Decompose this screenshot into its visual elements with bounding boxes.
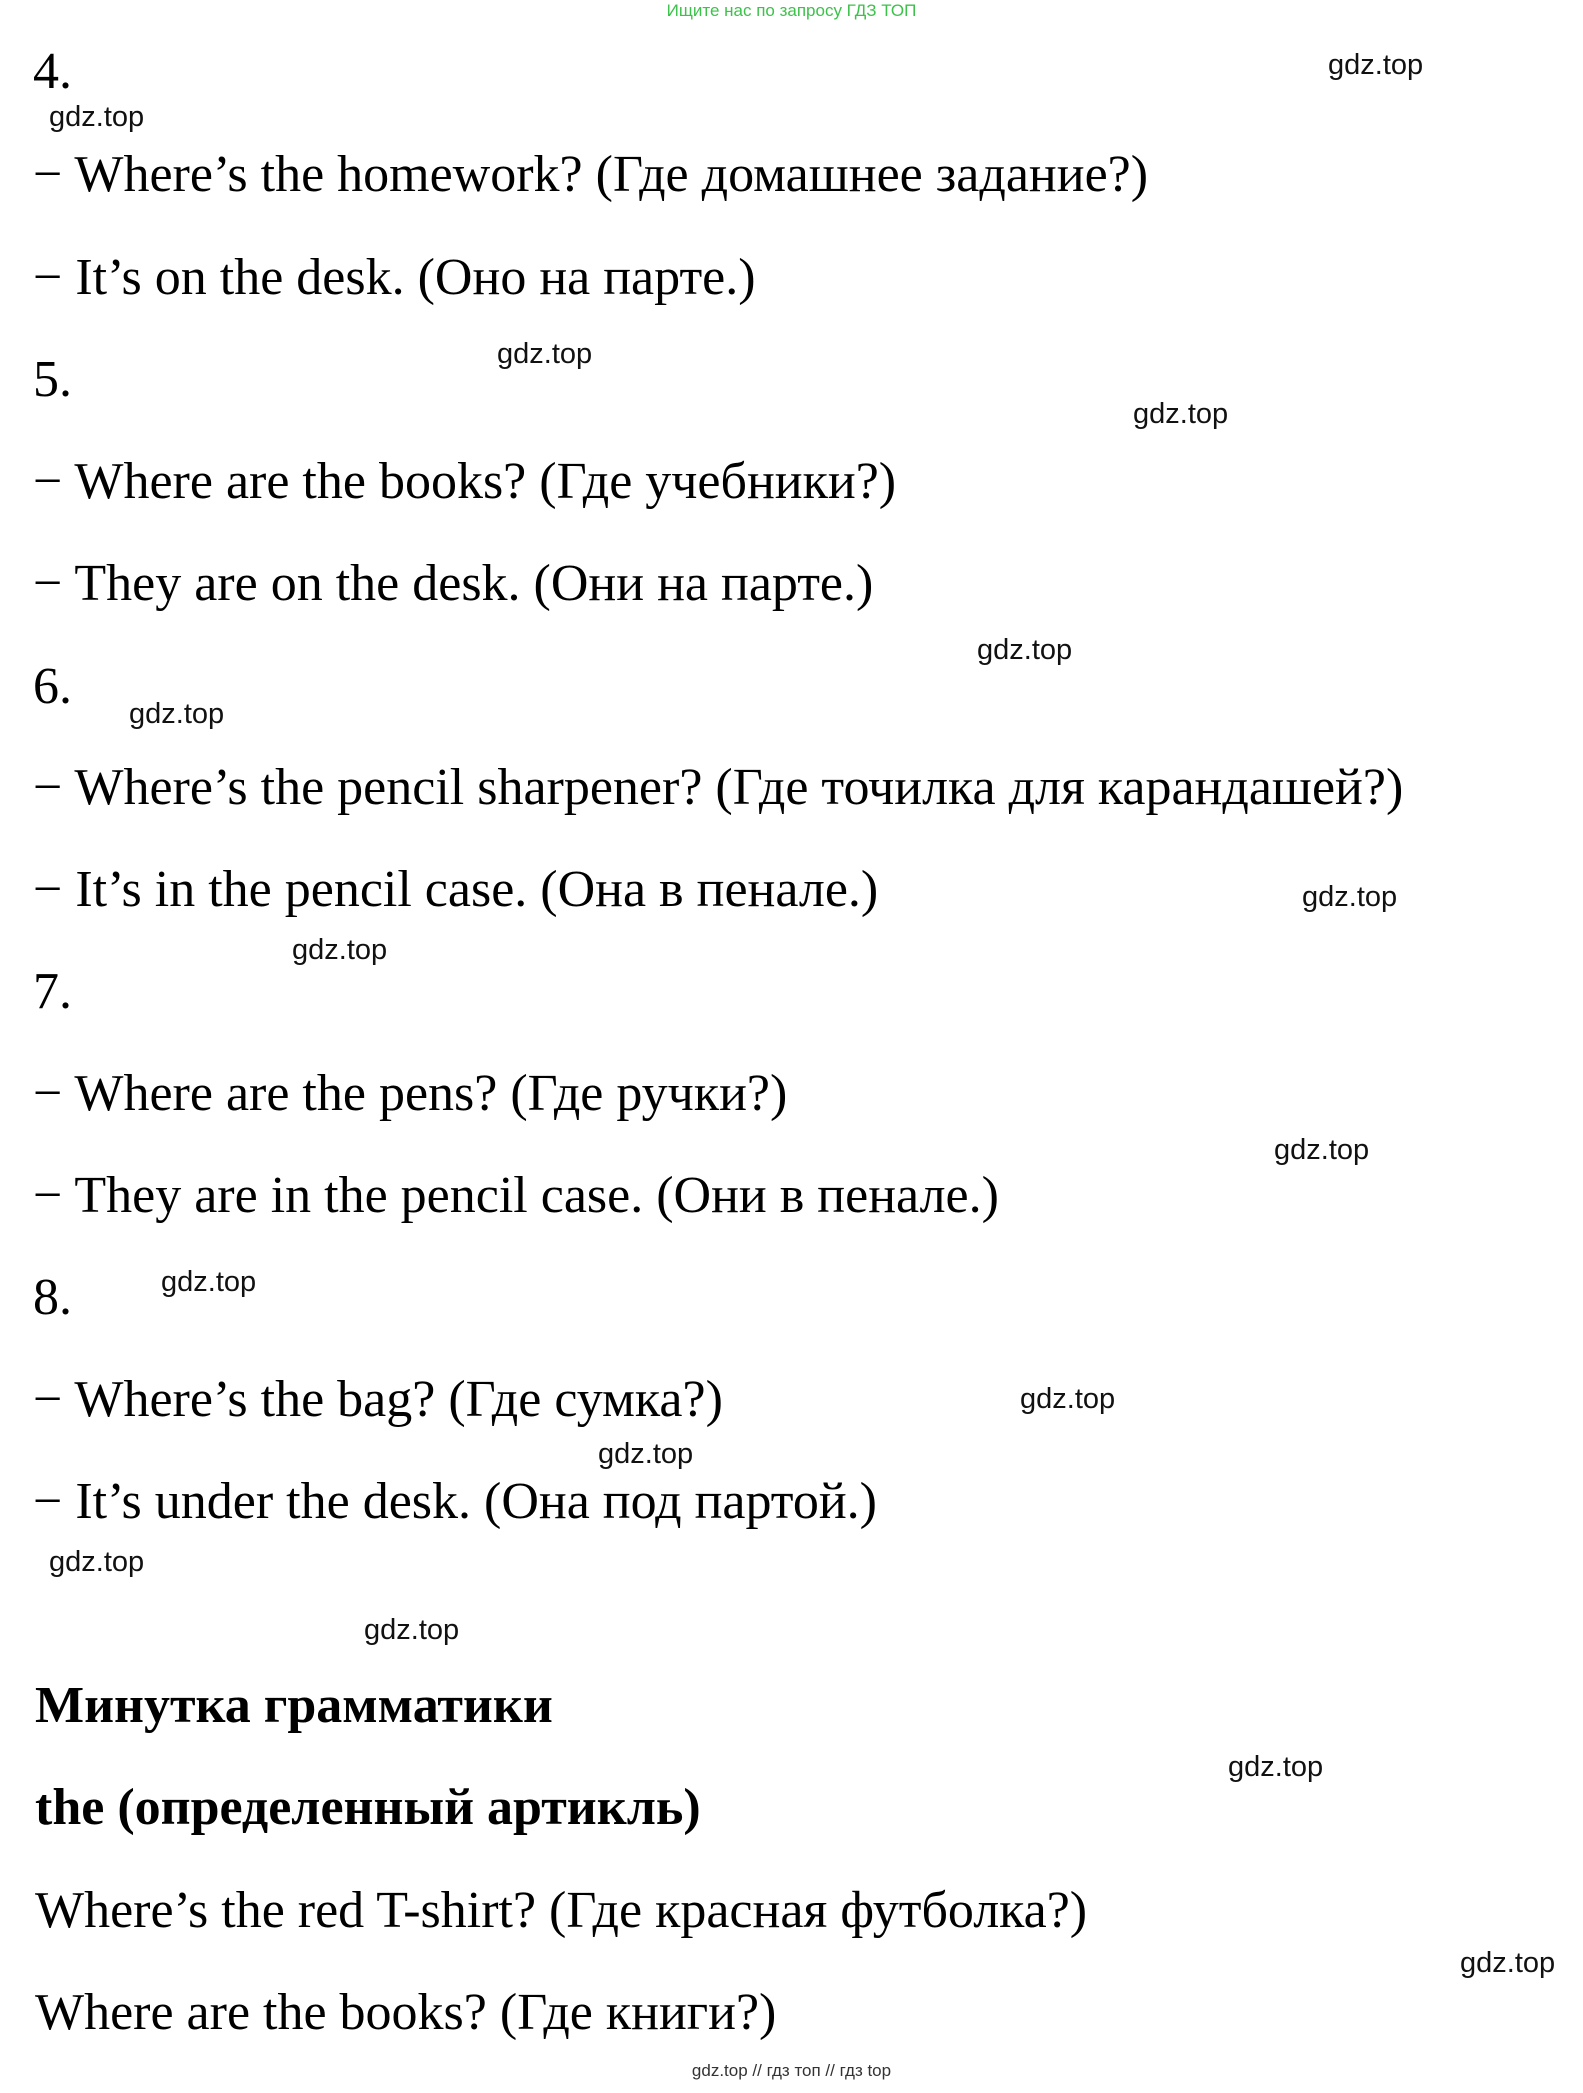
watermark: gdz.top — [1133, 398, 1229, 430]
exercise-number: 8. — [33, 1269, 72, 1326]
watermark: gdz.top — [161, 1266, 257, 1298]
dialogue-line: − Where are the books? (Где учебники?) — [33, 453, 897, 510]
watermark: gdz.top — [977, 634, 1073, 666]
watermark: gdz.top — [497, 338, 593, 370]
exercise-number: 6. — [33, 658, 72, 715]
dialogue-line: − Where’s the pencil sharpener? (Где точилка для карандашей?) — [33, 759, 1404, 816]
dialogue-line: − They are on the desk. (Они на парте.) — [33, 555, 874, 612]
top-banner: Ищите нас по запросу ГДЗ ТОП — [666, 1, 917, 20]
grammar-example: Where’s the red T-shirt? (Где красная футболка?) — [35, 1882, 1088, 1939]
watermark: gdz.top — [1274, 1134, 1370, 1166]
watermark: gdz.top — [364, 1614, 460, 1646]
exercise-number: 4. — [33, 43, 72, 100]
watermark: gdz.top — [1460, 1947, 1556, 1979]
grammar-subtitle: the (определенный артикль) — [35, 1779, 701, 1836]
exercise-number: 5. — [33, 351, 72, 408]
watermark: gdz.top — [1020, 1383, 1116, 1415]
grammar-title: Минутка грамматики — [35, 1677, 553, 1734]
dialogue-line: − It’s in the pencil case. (Она в пенале.) — [33, 861, 879, 918]
dialogue-line: − Where’s the bag? (Где сумка?) — [33, 1371, 723, 1428]
exercise-number: 7. — [33, 963, 72, 1020]
dialogue-line: − Where are the pens? (Где ручки?) — [33, 1065, 788, 1122]
dialogue-line: − Where’s the homework? (Где домашнее задание?) — [33, 146, 1149, 203]
watermark: gdz.top — [1228, 1751, 1324, 1783]
grammar-example: Where are the books? (Где книги?) — [35, 1984, 777, 2041]
watermark: gdz.top — [49, 1546, 145, 1578]
watermark: gdz.top — [292, 934, 388, 966]
watermark: gdz.top — [129, 698, 225, 730]
watermark: gdz.top — [1328, 49, 1424, 81]
watermark: gdz.top — [1302, 881, 1398, 913]
dialogue-line: − They are in the pencil case. (Они в пенале.) — [33, 1167, 999, 1224]
dialogue-line: − It’s under the desk. (Она под партой.) — [33, 1473, 877, 1530]
footer-watermark: gdz.top // гдз топ // гдз top — [691, 2061, 892, 2080]
watermark: gdz.top — [49, 101, 145, 133]
watermark: gdz.top — [598, 1438, 694, 1470]
dialogue-line: − It’s on the desk. (Оно на парте.) — [33, 249, 756, 306]
